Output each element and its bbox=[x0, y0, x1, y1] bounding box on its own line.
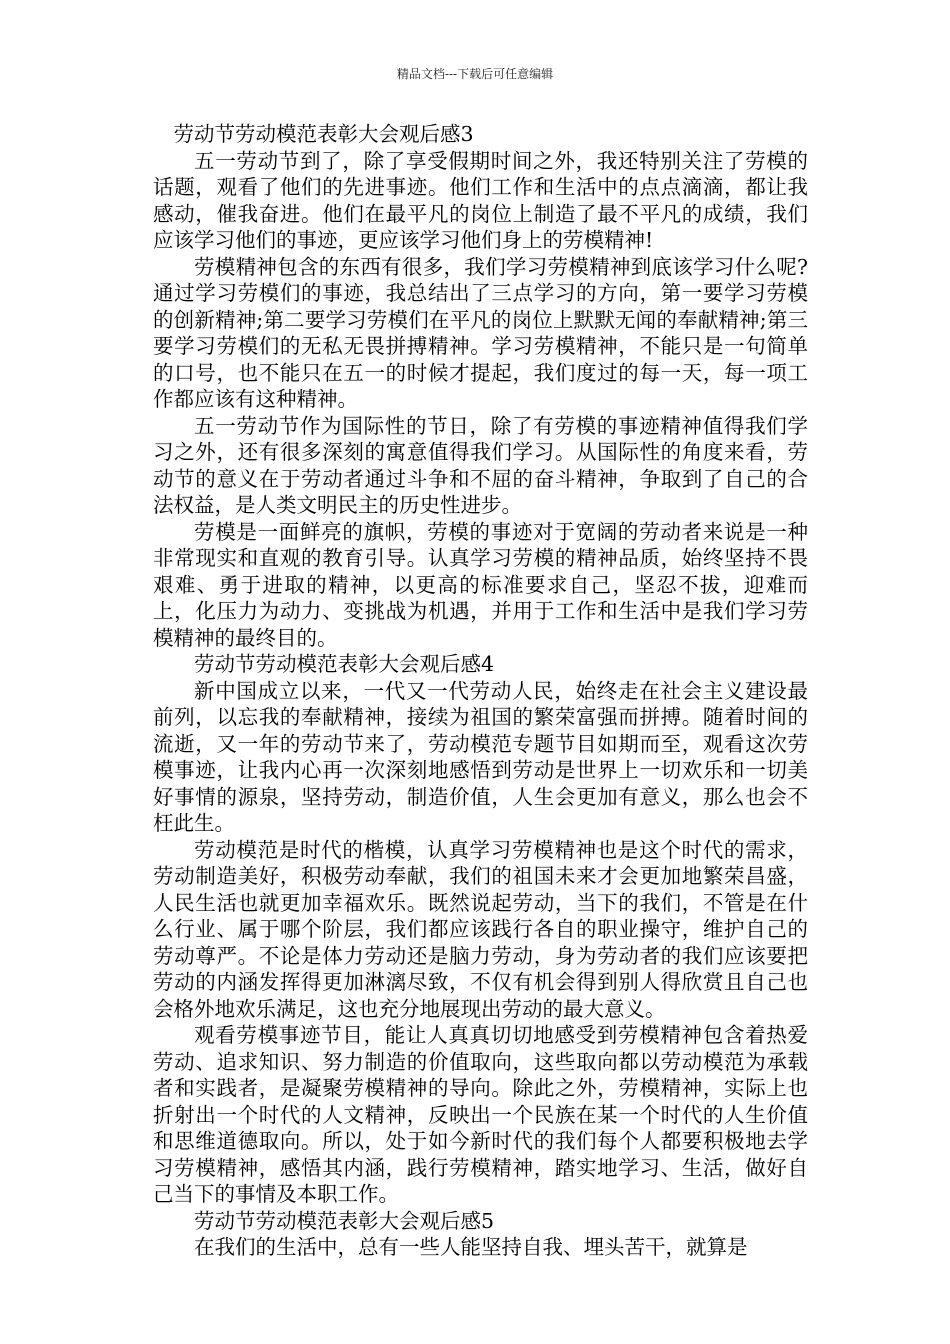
page-header: 精品文档---下载后可任意编辑 bbox=[396, 67, 554, 81]
paragraph: 观看劳模事迹节目，能让人真真切切地感受到劳模精神包含着热爱劳动、追求知识、努力制造的价值取向，这些取向都以劳动模范为承载者和实践者，是凝聚劳模精神的导向。除此之外，劳模精神，实际上也折射出一个时代的人文精神，反映出一个民族在某一个时代的人生价值和思维道德取向。所以，处于如今新时代的我们每个人都要积极地去学习劳模精神，感悟其内涵，践行劳模精神，踏实地学习、生活，做好自己当下的事情及本职工作。 bbox=[153, 1023, 808, 1206]
paragraph: 五一劳动节作为国际性的节日，除了有劳模的事迹精神值得我们学习之外，还有很多深刻的寓意值得我们学习。从国际性的角度来看，劳动节的意义在于劳动者通过斗争和不屈的奋斗精神，争取到了自己的合法权益，是人类文明民主的历史性进步。 bbox=[153, 413, 808, 517]
section-title: 劳动节劳动模范表彰大会观后感3 bbox=[173, 122, 474, 146]
paragraph: 劳动模范是时代的楷模，认真学习劳模精神也是这个时代的需求，劳动制造美好，积极劳动奉献，我们的祖国未来才会更加地繁荣昌盛，人民生活也就更加幸福欢乐。既然说起劳动，当下的我们，不管是在什么行业、属于哪个阶层，我们都应该践行各自的职业操守，维护自己的劳动尊严。不论是体力劳动还是脑力劳动，身为劳动者的我们应该要把劳动的内涵发挥得更加淋漓尽致，不仅有机会得到别人得欣赏且自己也会格外地欢乐满足，这也充分地展现出劳动的最大意义。 bbox=[153, 837, 808, 1021]
paragraph: 劳模精神包含的东西有很多，我们学习劳模精神到底该学习什么呢?通过学习劳模们的事迹，我总结出了三点学习的方向，第一要学习劳模的创新精神;第二要学习劳模们在平凡的岗位上默默无闻的奉献精神;第三要学习劳模们的无私无畏拼搏精神。学习劳模精神，不能只是一句简单的口号，也不能只在五一的时候才提起，我们度过的每一天，每一项工作都应该有这种精神。 bbox=[153, 254, 808, 411]
paragraph: 五一劳动节到了，除了享受假期时间之外，我还特别关注了劳模的话题，观看了他们的先进事迹。他们工作和生活中的点点滴滴，都让我感动，催我奋进。他们在最平凡的岗位上制造了最不平凡的成绩，我们应该学习他们的事迹，更应该学习他们身上的劳模精神! bbox=[153, 148, 808, 252]
section-title: 劳动节劳动模范表彰大会观后感4 bbox=[194, 652, 495, 676]
paragraph: 在我们的生活中，总有一些人能坚持自我、埋头苦干，就算是 bbox=[194, 1235, 748, 1259]
paragraph: 劳模是一面鲜亮的旗帜，劳模的事迹对于宽阔的劳动者来说是一种非常现实和直观的教育引导。认真学习劳模的精神品质，始终坚持不畏艰难、勇于进取的精神，以更高的标准要求自己，坚忍不拔，迎难而上，化压力为动力、变挑战为机遇，并用于工作和生活中是我们学习劳模精神的最终目的。 bbox=[153, 519, 808, 650]
paragraph: 新中国成立以来，一代又一代劳动人民，始终走在社会主义建设最前列，以忘我的奉献精神，接续为祖国的繁荣富强而拼搏。随着时间的流逝，又一年的劳动节来了，劳动模范专题节目如期而至，观看这次劳模事迹，让我内心再一次深刻地感悟到劳动是世界上一切欢乐和一切美好事情的源泉，坚持劳动，制造价值，人生会更加有意义，那么也会不枉此生。 bbox=[153, 678, 808, 835]
article-body bbox=[153, 121, 808, 1261]
section-title: 劳动节劳动模范表彰大会观后感5 bbox=[194, 1208, 495, 1233]
